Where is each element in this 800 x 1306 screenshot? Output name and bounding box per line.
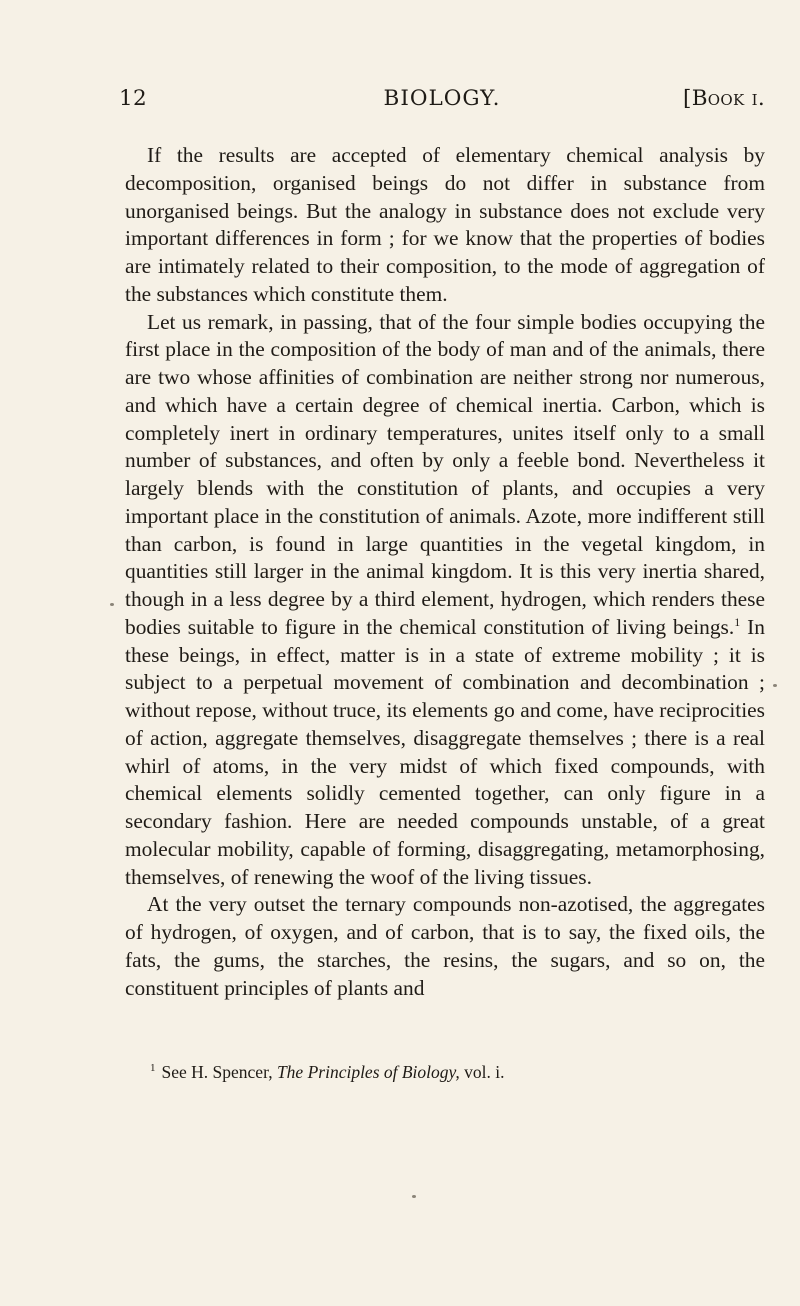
footnote-title: The Principles of Biology, [276,1062,460,1082]
paragraph-2-text: Let us remark, in passing, that of the four simple bodies occupying the first place in the composition of the body of man and of the animals, there are two whose affinities of combination are neither strong nor numerous, and which have a certain degree of chemical inertia. Carbon, which is completely inert in ordinary temperatures, unites itself only to a small number of substances, and often by only a feeble bond. Nevertheless it largely blends with the constitution of plants, and occupies a very important place in the constitution of animals. Azote, more indifferent still than carbon, is found in large quantities in the vegetal kingdom, in quantities still larger in the animal kingdom. It is this very inertia shared, though in a less degree by a third element, hydrogen, which renders these bodies suitable to figure in the chemical constitution of living beings. [125,309,765,639]
paragraph-2 [125,309,765,892]
ink-speck [110,603,114,606]
footnote-suffix: vol. i. [464,1062,505,1082]
footnote-reference: 1 [734,614,741,629]
footnote-prefix: See H. Spencer, [161,1062,273,1082]
running-head [119,86,765,118]
footnote [150,1060,765,1084]
ink-speck [773,684,777,687]
paragraph-2-continued: In these beings, in effect, matter is in a state of extreme mobility ; it is subject to a perpetual movement of combination and decombination ; without repose, without truce, its elements go and come, have reciprocities of action, aggregate themselves, disaggregate themselves ; there is a real whirl of atoms, in the very midst of which fixed compounds, with chemical elements solidly cemented together, can only figure in a secondary fashion. Here are needed compounds unstable, of a great molecular mobility, capable of forming, disaggregating, metamorphosing, themselves, of renewing the woof of the living tissues. [125,614,765,889]
book-marker: [Book i. [683,86,765,111]
footnote-mark: 1 [150,1062,156,1075]
ink-speck [412,1195,416,1198]
paragraph-1: If the results are accepted of elementary chemical analysis by decomposition, organised beings do not differ in substance from unorganised beings. But the analogy in substance does not exclude very important differences in form ; for we know that the properties of bodies are intimately related to their composition, to the mode of aggregation of the substances which constitute them. [125,143,765,306]
running-title: BIOLOGY. [383,86,501,111]
page-number: 12 [119,86,147,111]
paragraph-3: At the very outset the ternary compounds non-azotised, the aggregates of hydrogen, of oxygen, and of carbon, that is to say, the fixed oils, the fats, the gums, the starches, the resins, the sugars, and so on, the constituent principles of plants and [125,892,765,1000]
body-text [125,142,765,1002]
